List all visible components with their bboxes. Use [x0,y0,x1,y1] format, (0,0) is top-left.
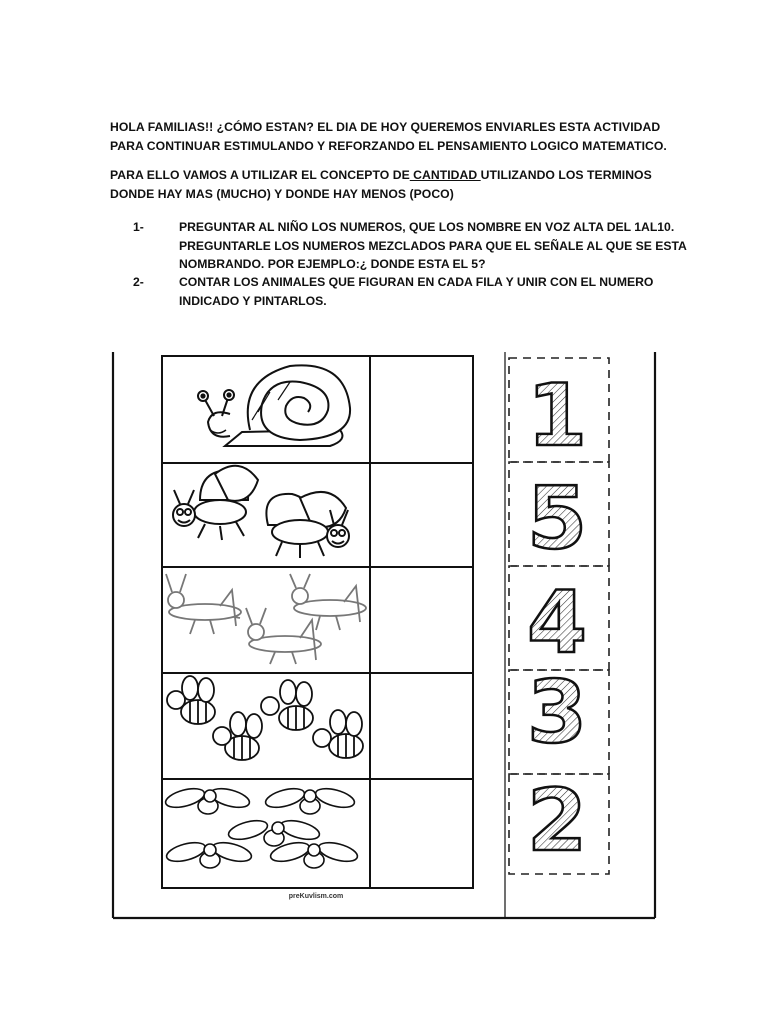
step-number: 2- [133,275,144,289]
cantidad-keyword: CANTIDAD [409,168,481,182]
grasshopper-icon [246,608,321,664]
grasshopper-group [166,574,366,664]
concept-line-1-end: UTILIZANDO LOS TERMINOS [480,168,652,182]
bee-icon [313,710,363,758]
number-box-label: 1 [527,366,587,466]
bee-icon [213,712,262,760]
step-1-line-2: PREGUNTARLE LOS NUMEROS MEZCLADOS PARA QUE EL SEÑALE AL QUE SE ESTA [179,238,687,253]
number-box-label: 2 [527,771,587,871]
concept-line-2: DONDE HAY MAS (MUCHO) Y DONDE HAY MENOS (POCO) [110,186,454,201]
bee-icon [167,676,215,724]
number-labels [527,366,587,871]
step-2-line-1: CONTAR LOS ANIMALES QUE FIGURAN EN CADA FILA Y UNIR CON EL NUMERO [179,275,654,289]
fly-icon [165,839,254,868]
number-box-label: 3 [527,663,587,763]
step-2-line-2: INDICADO Y PINTARLOS. [179,293,327,308]
beetle-icon [266,492,349,558]
fly-icon [264,785,357,814]
snail-icon [198,365,350,446]
source-credit: preKuvlism.com [288,893,344,900]
beetle-group [173,466,349,558]
concept-line-1-start: PARA ELLO VAMOS A UTILIZAR EL CONCEPTO DE [110,168,410,182]
intro-line-1: HOLA FAMILIAS!! ¿CÓMO ESTAN? EL DIA DE HOY QUEREMOS ENVIARLES ESTA ACTIVIDAD [110,120,661,134]
number-box-label: 4 [527,573,587,673]
intro-line-2: PARA CONTINUAR ESTIMULANDO Y REFORZANDO EL PENSAMIENTO LOGICO MATEMATICO. [110,138,667,153]
grasshopper-icon [290,574,366,630]
step-1-line-1: PREGUNTAR AL NIÑO LOS NUMEROS, QUE LOS NOMBRE EN VOZ ALTA DEL 1AL10. [179,220,675,234]
bee-group [167,676,363,760]
fly-icon [164,785,252,814]
number-box-label: 5 [527,469,587,569]
bee-icon [261,680,313,730]
beetle-icon [173,466,258,540]
fly-group [164,785,360,868]
step-number: 1- [133,220,144,234]
step-1-line-3: NOMBRANDO. POR EJEMPLO:¿ DONDE ESTA EL 5? [179,257,486,271]
grasshopper-icon [166,574,241,634]
fly-icon [227,817,322,846]
